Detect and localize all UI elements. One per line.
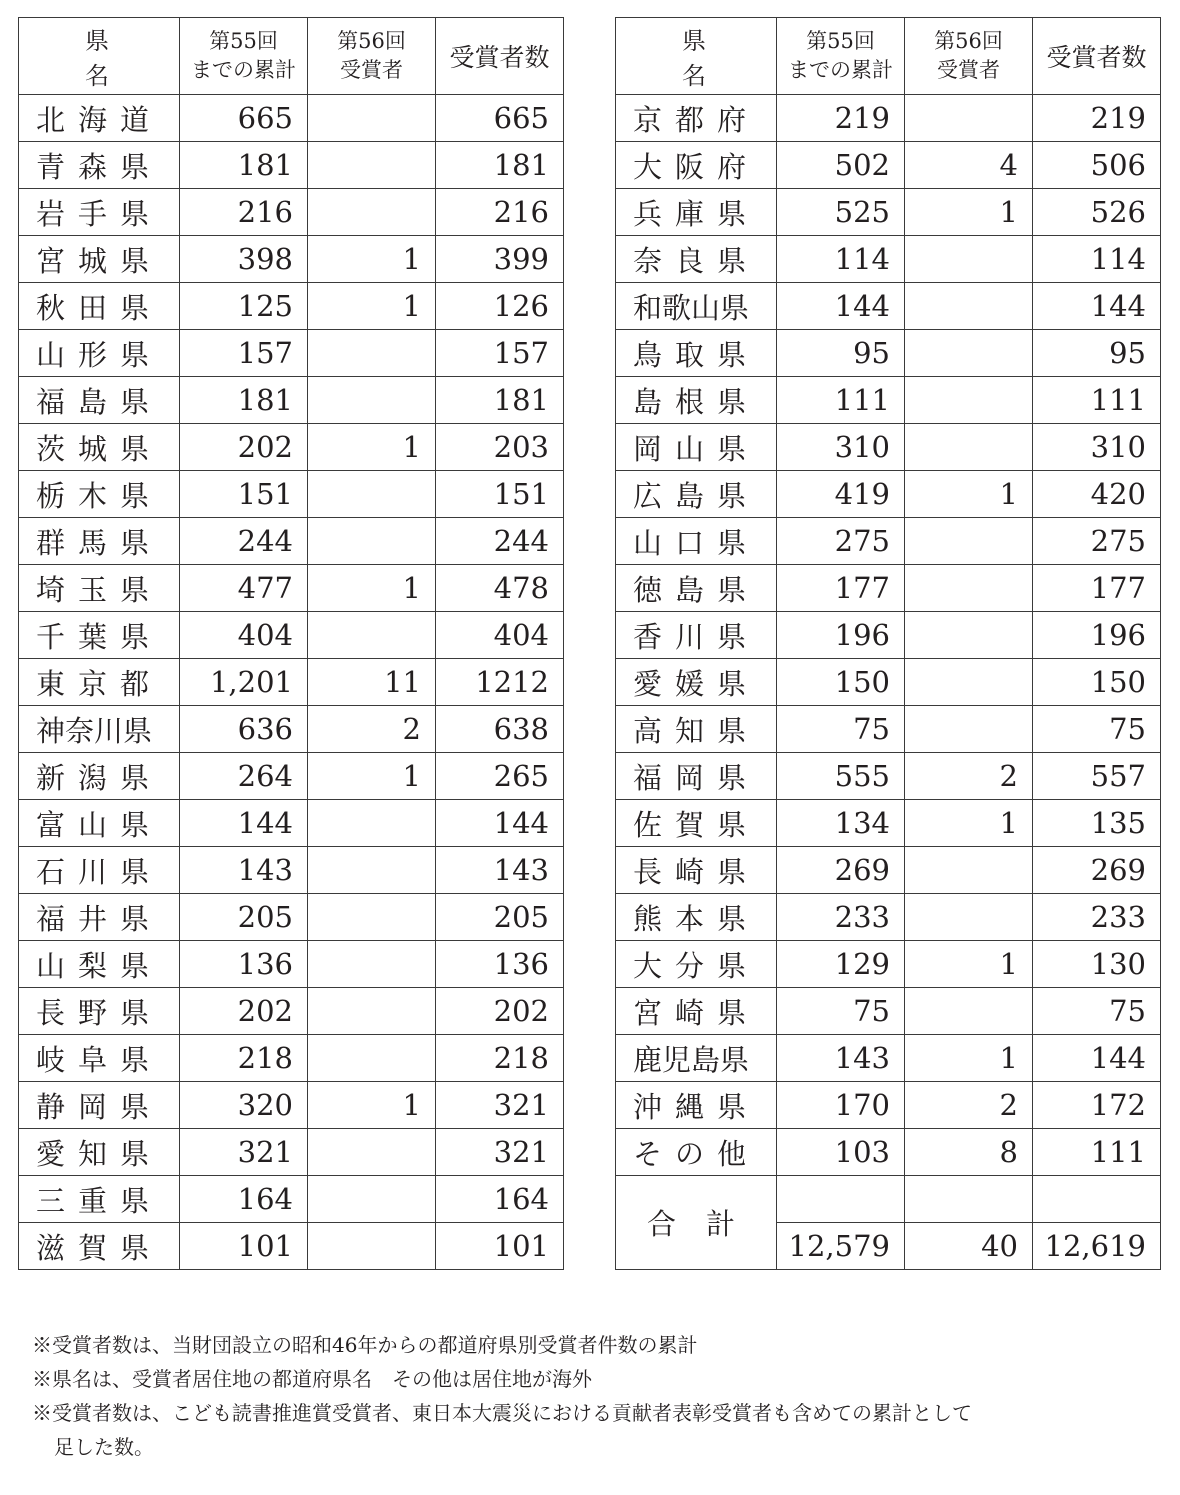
table-row: [19, 95, 564, 142]
prefecture-name: 宮崎県: [616, 988, 777, 1035]
prefecture-name: 北海道: [19, 95, 180, 142]
table-row: [616, 847, 1161, 894]
prefecture-name: 長崎県: [616, 847, 777, 894]
header-prefecture: 県 名: [616, 18, 777, 95]
prefecture-name: 愛媛県: [616, 659, 777, 706]
grand-total-total: 12,619: [1033, 1223, 1161, 1270]
table-row: [616, 377, 1161, 424]
total-winners-value: 219: [1033, 95, 1161, 142]
table-row: [19, 424, 564, 471]
header-cur-line2: 受賞者: [340, 58, 403, 82]
total-winners-value: 126: [436, 283, 564, 330]
prev-cumulative-value: 321: [180, 1129, 308, 1176]
total-winners-value: 95: [1033, 330, 1161, 377]
prev-cumulative-value: 275: [777, 518, 905, 565]
grand-total-prev: 12,579: [777, 1223, 905, 1270]
prev-cumulative-value: 419: [777, 471, 905, 518]
table-row: [616, 142, 1161, 189]
prev-cumulative-value: 555: [777, 753, 905, 800]
prev-cumulative-value: 244: [180, 518, 308, 565]
total-winners-value: 275: [1033, 518, 1161, 565]
table-row: [19, 471, 564, 518]
total-winners-value: 172: [1033, 1082, 1161, 1129]
prefecture-name: 埼玉県: [19, 565, 180, 612]
prefecture-name: 静岡県: [19, 1082, 180, 1129]
left-table-body: [19, 95, 564, 1270]
table-row: [616, 518, 1161, 565]
prev-cumulative-value: 157: [180, 330, 308, 377]
table-row: [616, 988, 1161, 1035]
prev-cumulative-value: 404: [180, 612, 308, 659]
table-row: [616, 236, 1161, 283]
current-winners-value: [905, 424, 1033, 471]
header-prev-line1: 第55回: [209, 29, 278, 53]
table-row: [616, 424, 1161, 471]
current-winners-value: 8: [905, 1129, 1033, 1176]
current-winners-value: 1: [308, 1082, 436, 1129]
prefecture-name: 新潟県: [19, 753, 180, 800]
prefecture-name: その他: [616, 1129, 777, 1176]
total-winners-value: 557: [1033, 753, 1161, 800]
current-winners-value: [308, 518, 436, 565]
prev-cumulative-value: 1,201: [180, 659, 308, 706]
table-row: [616, 189, 1161, 236]
table-row: [19, 1176, 564, 1223]
footnote-2: ※県名は、受賞者居住地の都道府県名 その他は居住地が海外: [32, 1367, 592, 1391]
current-winners-value: [308, 941, 436, 988]
prefecture-name: 岐阜県: [19, 1035, 180, 1082]
prev-cumulative-value: 143: [777, 1035, 905, 1082]
prev-cumulative-value: 320: [180, 1082, 308, 1129]
table-row: [19, 142, 564, 189]
table-row: [19, 236, 564, 283]
table-row: [616, 753, 1161, 800]
table-row: [19, 612, 564, 659]
prev-cumulative-value: 101: [180, 1223, 308, 1270]
table-row: [616, 1082, 1161, 1129]
total-winners-value: 177: [1033, 565, 1161, 612]
table-row: [19, 189, 564, 236]
current-winners-value: [308, 1223, 436, 1270]
total-winners-value: 202: [436, 988, 564, 1035]
grand-total-row-top: [616, 1176, 1161, 1223]
prefecture-name: 東京都: [19, 659, 180, 706]
current-winners-value: [308, 377, 436, 424]
current-winners-value: [308, 612, 436, 659]
total-winners-value: 321: [436, 1129, 564, 1176]
table-row: [19, 847, 564, 894]
prev-cumulative-value: 144: [180, 800, 308, 847]
total-winners-value: 216: [436, 189, 564, 236]
header-current-winners: [905, 18, 1033, 95]
table-row: [19, 283, 564, 330]
prev-cumulative-value: 181: [180, 142, 308, 189]
prefecture-name: 島根県: [616, 377, 777, 424]
prev-cumulative-value: 170: [777, 1082, 905, 1129]
total-winners-value: 638: [436, 706, 564, 753]
current-winners-value: 1: [905, 1035, 1033, 1082]
current-winners-value: 1: [905, 941, 1033, 988]
prev-cumulative-value: 202: [180, 424, 308, 471]
prefecture-name: 福井県: [19, 894, 180, 941]
total-winners-value: 144: [1033, 283, 1161, 330]
prefecture-name: 滋賀県: [19, 1223, 180, 1270]
total-winners-value: 111: [1033, 1129, 1161, 1176]
current-winners-value: [308, 1129, 436, 1176]
prev-cumulative-value: 177: [777, 565, 905, 612]
prefecture-name: 富山県: [19, 800, 180, 847]
total-winners-value: 150: [1033, 659, 1161, 706]
current-winners-value: [308, 189, 436, 236]
current-winners-value: [308, 1176, 436, 1223]
total-winners-value: 265: [436, 753, 564, 800]
prefecture-name: 大分県: [616, 941, 777, 988]
total-winners-value: 181: [436, 377, 564, 424]
current-winners-value: [905, 565, 1033, 612]
current-winners-value: 1: [905, 471, 1033, 518]
header-cur-line1: 第56回: [934, 29, 1003, 53]
total-winners-value: 526: [1033, 189, 1161, 236]
total-winners-value: 665: [436, 95, 564, 142]
prefecture-name: 福岡県: [616, 753, 777, 800]
table-row: [19, 1035, 564, 1082]
table-row: [616, 283, 1161, 330]
total-winners-value: 244: [436, 518, 564, 565]
current-winners-value: [905, 236, 1033, 283]
table-row: [19, 377, 564, 424]
footnote-3-continued: 足した数。: [54, 1435, 154, 1459]
total-winners-value: 478: [436, 565, 564, 612]
table-row: [616, 941, 1161, 988]
prev-cumulative-value: 665: [180, 95, 308, 142]
prefecture-name: 鳥取県: [616, 330, 777, 377]
prev-cumulative-value: 75: [777, 706, 905, 753]
right-table: [615, 17, 1161, 1270]
total-winners-value: 114: [1033, 236, 1161, 283]
prev-cumulative-value: 129: [777, 941, 905, 988]
current-winners-value: 2: [905, 753, 1033, 800]
total-winners-value: 399: [436, 236, 564, 283]
footnote-3: ※受賞者数は、こども読書推進賞受賞者、東日本大震災における貢献者表彰受賞者も含めての累計として: [32, 1401, 972, 1425]
prev-cumulative-value: 218: [180, 1035, 308, 1082]
total-winners-value: 164: [436, 1176, 564, 1223]
table-row: [19, 1223, 564, 1270]
left-table: [18, 17, 564, 1270]
current-winners-value: [905, 659, 1033, 706]
header-cur-line2: 受賞者: [937, 58, 1000, 82]
prev-cumulative-value: 269: [777, 847, 905, 894]
total-winners-value: 75: [1033, 706, 1161, 753]
current-winners-value: [905, 518, 1033, 565]
prefecture-name: 香川県: [616, 612, 777, 659]
current-winners-value: [905, 847, 1033, 894]
prefecture-name: 栃木県: [19, 471, 180, 518]
table-row: [616, 565, 1161, 612]
header-prev-cumulative: [180, 18, 308, 95]
prev-cumulative-value: 196: [777, 612, 905, 659]
table-row: [19, 330, 564, 377]
table-row: [616, 471, 1161, 518]
header-prefecture: 県 名: [19, 18, 180, 95]
prefecture-name: 岩手県: [19, 189, 180, 236]
table-row: [616, 1035, 1161, 1082]
total-winners-value: 321: [436, 1082, 564, 1129]
table-row: [19, 518, 564, 565]
current-winners-value: [308, 800, 436, 847]
table-row: [616, 800, 1161, 847]
grand-total-blank-total: [1033, 1176, 1161, 1223]
current-winners-value: [905, 330, 1033, 377]
prev-cumulative-value: 103: [777, 1129, 905, 1176]
total-winners-value: 143: [436, 847, 564, 894]
table-row: [19, 941, 564, 988]
prefecture-name: 三重県: [19, 1176, 180, 1223]
table-row: [19, 1082, 564, 1129]
prefecture-name: 兵庫県: [616, 189, 777, 236]
total-winners-value: 157: [436, 330, 564, 377]
grand-total-blank-cur: [905, 1176, 1033, 1223]
prev-cumulative-value: 233: [777, 894, 905, 941]
header-cur-line1: 第56回: [337, 29, 406, 53]
prev-cumulative-value: 125: [180, 283, 308, 330]
table-row: [616, 1129, 1161, 1176]
header-prev-line1: 第55回: [806, 29, 875, 53]
total-winners-value: 506: [1033, 142, 1161, 189]
current-winners-value: [308, 471, 436, 518]
header-prev-line2: までの累計: [788, 58, 893, 82]
prev-cumulative-value: 114: [777, 236, 905, 283]
current-winners-value: [308, 988, 436, 1035]
prefecture-name: 千葉県: [19, 612, 180, 659]
prefecture-name: 長野県: [19, 988, 180, 1035]
table-row: [19, 1129, 564, 1176]
table-row: [616, 659, 1161, 706]
total-winners-value: 101: [436, 1223, 564, 1270]
prefecture-name: 徳島県: [616, 565, 777, 612]
prefecture-name: 鹿児島県: [616, 1035, 777, 1082]
prev-cumulative-value: 636: [180, 706, 308, 753]
current-winners-value: 1: [308, 236, 436, 283]
total-winners-value: 181: [436, 142, 564, 189]
prefecture-name: 和歌山県: [616, 283, 777, 330]
prev-cumulative-value: 111: [777, 377, 905, 424]
prefecture-name: 愛知県: [19, 1129, 180, 1176]
current-winners-value: [905, 377, 1033, 424]
total-winners-value: 233: [1033, 894, 1161, 941]
current-winners-value: [308, 330, 436, 377]
prev-cumulative-value: 181: [180, 377, 308, 424]
footnote-1: ※受賞者数は、当財団設立の昭和46年からの都道府県別受賞者件数の累計: [32, 1333, 698, 1357]
prefecture-name: 秋田県: [19, 283, 180, 330]
prev-cumulative-value: 264: [180, 753, 308, 800]
current-winners-value: 1: [905, 800, 1033, 847]
prev-cumulative-value: 134: [777, 800, 905, 847]
prev-cumulative-value: 525: [777, 189, 905, 236]
table-row: [19, 988, 564, 1035]
total-winners-value: 130: [1033, 941, 1161, 988]
prefecture-name: 茨城県: [19, 424, 180, 471]
total-winners-value: 111: [1033, 377, 1161, 424]
prefecture-name: 沖縄県: [616, 1082, 777, 1129]
prev-cumulative-value: 502: [777, 142, 905, 189]
total-winners-value: 203: [436, 424, 564, 471]
total-winners-value: 218: [436, 1035, 564, 1082]
current-winners-value: 1: [905, 189, 1033, 236]
table-row: [19, 800, 564, 847]
current-winners-value: [905, 706, 1033, 753]
total-winners-value: 1212: [436, 659, 564, 706]
current-winners-value: [905, 894, 1033, 941]
prefecture-name: 広島県: [616, 471, 777, 518]
prefecture-name: 宮城県: [19, 236, 180, 283]
current-winners-value: 4: [905, 142, 1033, 189]
prefecture-name: 山梨県: [19, 941, 180, 988]
prefecture-name: 群馬県: [19, 518, 180, 565]
prev-cumulative-value: 151: [180, 471, 308, 518]
current-winners-value: 2: [308, 706, 436, 753]
total-winners-value: 205: [436, 894, 564, 941]
prefecture-name: 岡山県: [616, 424, 777, 471]
table-row: [616, 95, 1161, 142]
total-winners-value: 420: [1033, 471, 1161, 518]
prev-cumulative-value: 75: [777, 988, 905, 1035]
prev-cumulative-value: 150: [777, 659, 905, 706]
total-winners-value: 196: [1033, 612, 1161, 659]
total-winners-value: 269: [1033, 847, 1161, 894]
prefecture-name: 山形県: [19, 330, 180, 377]
prev-cumulative-value: 477: [180, 565, 308, 612]
right-header-row: [616, 18, 1161, 95]
prefecture-name: 大阪府: [616, 142, 777, 189]
table-row: [616, 894, 1161, 941]
prev-cumulative-value: 219: [777, 95, 905, 142]
total-winners-value: 135: [1033, 800, 1161, 847]
prefecture-name: 高知県: [616, 706, 777, 753]
table-row: [19, 706, 564, 753]
prefecture-name: 山口県: [616, 518, 777, 565]
current-winners-value: [308, 1035, 436, 1082]
prev-cumulative-value: 202: [180, 988, 308, 1035]
current-winners-value: [308, 847, 436, 894]
header-prev-line2: までの累計: [191, 58, 296, 82]
prev-cumulative-value: 144: [777, 283, 905, 330]
prev-cumulative-value: 310: [777, 424, 905, 471]
current-winners-value: 1: [308, 565, 436, 612]
prev-cumulative-value: 136: [180, 941, 308, 988]
prefecture-name: 熊本県: [616, 894, 777, 941]
prefecture-name: 福島県: [19, 377, 180, 424]
total-winners-value: 151: [436, 471, 564, 518]
table-row: [616, 612, 1161, 659]
current-winners-value: [905, 988, 1033, 1035]
prefecture-name: 奈良県: [616, 236, 777, 283]
prev-cumulative-value: 143: [180, 847, 308, 894]
current-winners-value: [308, 95, 436, 142]
current-winners-value: 1: [308, 424, 436, 471]
prefecture-name: 石川県: [19, 847, 180, 894]
current-winners-value: 1: [308, 283, 436, 330]
total-winners-value: 144: [436, 800, 564, 847]
prev-cumulative-value: 205: [180, 894, 308, 941]
prev-cumulative-value: 216: [180, 189, 308, 236]
table-row: [616, 330, 1161, 377]
table-row: [19, 753, 564, 800]
total-winners-value: 404: [436, 612, 564, 659]
current-winners-value: [905, 283, 1033, 330]
table-row: [19, 894, 564, 941]
prefecture-name: 京都府: [616, 95, 777, 142]
grand-total-cur: 40: [905, 1223, 1033, 1270]
current-winners-value: 1: [308, 753, 436, 800]
grand-total-label: 合計: [616, 1176, 777, 1270]
prefecture-name: 青森県: [19, 142, 180, 189]
total-winners-value: 310: [1033, 424, 1161, 471]
grand-total-blank-prev: [777, 1176, 905, 1223]
prev-cumulative-value: 164: [180, 1176, 308, 1223]
total-winners-value: 144: [1033, 1035, 1161, 1082]
total-winners-value: 136: [436, 941, 564, 988]
table-row: [616, 706, 1161, 753]
left-header-row: [19, 18, 564, 95]
right-table-body: [616, 95, 1161, 1176]
current-winners-value: [905, 612, 1033, 659]
header-total: 受賞者数: [436, 18, 564, 95]
current-winners-value: [905, 95, 1033, 142]
table-row: [19, 565, 564, 612]
prev-cumulative-value: 95: [777, 330, 905, 377]
current-winners-value: [308, 894, 436, 941]
header-total: 受賞者数: [1033, 18, 1161, 95]
header-prev-cumulative: [777, 18, 905, 95]
header-current-winners: [308, 18, 436, 95]
footnotes: [32, 1328, 1162, 1464]
current-winners-value: 11: [308, 659, 436, 706]
prev-cumulative-value: 398: [180, 236, 308, 283]
prefecture-name: 神奈川県: [19, 706, 180, 753]
current-winners-value: [308, 142, 436, 189]
current-winners-value: 2: [905, 1082, 1033, 1129]
total-winners-value: 75: [1033, 988, 1161, 1035]
table-row: [19, 659, 564, 706]
prefecture-name: 佐賀県: [616, 800, 777, 847]
grand-total-section: [616, 1176, 1161, 1270]
